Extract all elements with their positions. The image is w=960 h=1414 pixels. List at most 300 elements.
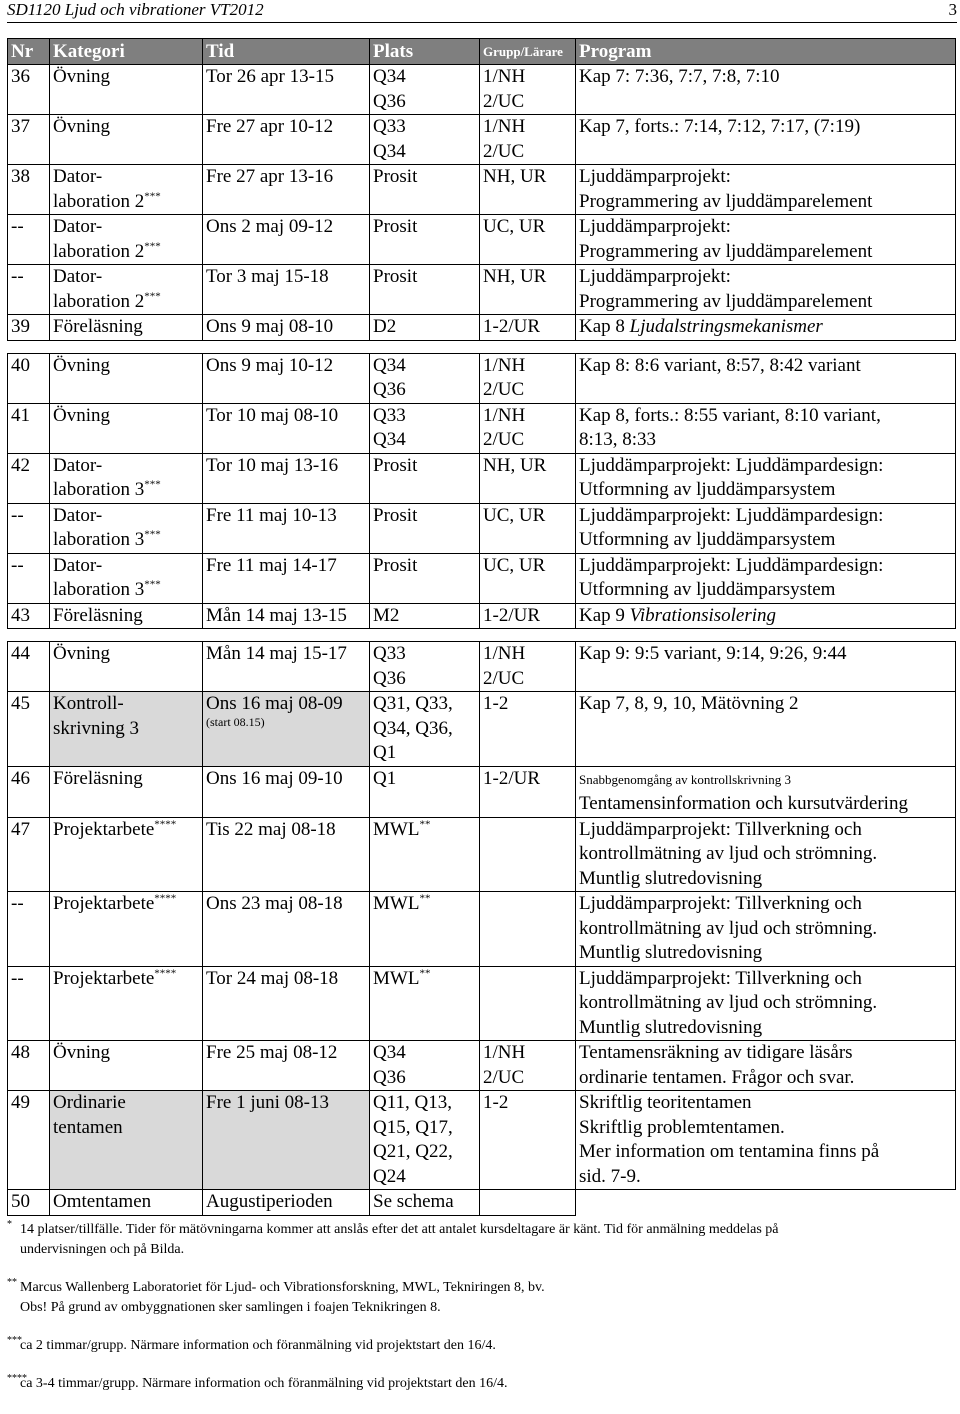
table-row	[8, 966, 956, 1041]
kategori-line: Övning	[53, 643, 110, 664]
cell-grupp	[480, 642, 576, 692]
cell-plats	[370, 265, 480, 315]
cell-nr: --	[8, 265, 50, 315]
program-line: Ljuddämparprojekt:	[579, 216, 731, 237]
footnote-line: Marcus Wallenberg Laboratoriet för Ljud- och Vibrationsforskning, MWL, Tekniringen 8, bv.	[20, 1280, 545, 1295]
cell-grupp	[480, 115, 576, 165]
cell-nr: 49	[8, 1091, 50, 1190]
plats-line: Q15, Q17,	[373, 1116, 453, 1138]
spacer-cell	[8, 629, 956, 642]
cell-grupp	[480, 353, 576, 403]
plats-line: Q34	[373, 429, 406, 450]
program-line: Ljuddämparprojekt: Ljuddämpardesign:	[579, 504, 884, 526]
cell-kategori	[50, 642, 203, 692]
cell-kategori	[50, 1041, 203, 1091]
footnote-ref: ****	[154, 892, 177, 905]
table-row	[8, 315, 956, 341]
kategori-line: Övning	[53, 116, 110, 137]
plats-line: Prosit	[373, 554, 418, 576]
program-line: Utformning av ljuddämparsystem	[579, 479, 836, 500]
table-row	[8, 1091, 956, 1190]
footnote-ref: ****	[154, 818, 177, 831]
program-line: Ljuddämparprojekt: Tillverkning och	[579, 893, 862, 914]
tid-line: Ons 9 maj 10-12	[206, 354, 334, 376]
kategori-line: Projektarbete	[53, 893, 155, 914]
footnote-ref: **	[419, 892, 431, 905]
spacer-cell	[8, 340, 956, 353]
tid-line: Tor 24 maj 08-18	[206, 967, 339, 989]
cell-program	[576, 1190, 956, 1216]
cell-plats	[370, 453, 480, 503]
cell-kategori	[50, 503, 203, 553]
kategori-line: tentamen	[53, 1116, 123, 1138]
program-line: Skriftlig teoritentamen	[579, 1092, 752, 1113]
cell-program	[576, 353, 956, 403]
cell-nr: --	[8, 966, 50, 1041]
program-line: Ljuddämparprojekt: Ljuddämpardesign:	[579, 454, 884, 476]
table-row	[8, 817, 956, 892]
cell-tid	[203, 403, 370, 453]
cell-plats	[370, 692, 480, 767]
plats-line: Q11, Q13,	[373, 1092, 452, 1113]
cell-plats	[370, 403, 480, 453]
cell-grupp	[480, 1190, 576, 1216]
cell-grupp	[480, 817, 576, 892]
program-line: Kap 7: 7:36, 7:7, 7:8, 7:10	[579, 66, 780, 87]
table-row	[8, 766, 956, 817]
cell-plats	[370, 1190, 480, 1216]
cell-plats	[370, 966, 480, 1041]
cell-grupp	[480, 766, 576, 817]
kategori-line: Övning	[53, 66, 110, 87]
table-row	[8, 215, 956, 265]
table-row	[8, 553, 956, 603]
cell-tid	[203, 966, 370, 1041]
plats-line: Q31, Q33,	[373, 693, 453, 714]
program-line: Ljuddämparprojekt: Tillverkning och	[579, 818, 862, 840]
footnote-mark: ***	[7, 1335, 22, 1346]
grupp-line: 1/NH	[483, 1042, 526, 1063]
schedule-body	[8, 65, 956, 1216]
cell-kategori	[50, 265, 203, 315]
program-line: 8:13, 8:33	[579, 429, 657, 450]
kategori-line: Ordinarie	[53, 1092, 126, 1113]
cell-nr: 39	[8, 315, 50, 341]
cell-nr: 43	[8, 603, 50, 629]
cell-plats	[370, 165, 480, 215]
cell-kategori	[50, 603, 203, 629]
tid-line: Ons 23 maj 08-18	[206, 893, 343, 914]
grupp-line: 1/NH	[483, 354, 526, 376]
plats-line: Q33	[373, 643, 406, 664]
kategori-line: Dator-	[53, 504, 103, 526]
cell-program	[576, 265, 956, 315]
plats-line: Q36	[373, 667, 406, 689]
cell-kategori	[50, 892, 203, 967]
table-row	[8, 65, 956, 115]
cell-kategori	[50, 766, 203, 817]
tid-line: Ons 2 maj 09-12	[206, 216, 334, 237]
program-line: Utformning av ljuddämparsystem	[579, 529, 836, 550]
grupp-line: 2/UC	[483, 429, 525, 450]
grupp-line: UC, UR	[483, 504, 546, 526]
footnote-ref: **	[419, 818, 431, 831]
plats-line: Prosit	[373, 266, 418, 287]
table-row	[8, 1190, 956, 1216]
plats-line: Prosit	[373, 454, 418, 476]
cell-nr: 40	[8, 353, 50, 403]
cell-tid	[203, 766, 370, 817]
tid-line: Fre 25 maj 08-12	[206, 1042, 338, 1063]
footnote-mark: ****	[7, 1373, 27, 1384]
program-line: Kap 7, forts.: 7:14, 7:12, 7:17, (7:19)	[579, 116, 861, 137]
cell-plats	[370, 315, 480, 341]
plats-line: Q1	[373, 767, 397, 789]
plats-line: Q34	[373, 66, 406, 87]
table-row	[8, 353, 956, 403]
program-line: Muntlig slutredovisning	[579, 867, 763, 889]
cell-plats	[370, 65, 480, 115]
schedule-table	[7, 38, 956, 1216]
tid-line: Ons 9 maj 08-10	[206, 316, 334, 337]
program-line: Programmering av ljuddämparelement	[579, 190, 873, 212]
grupp-line: 1-2/UR	[483, 316, 540, 337]
spacer-row	[8, 340, 956, 353]
program-line: Kap 9: 9:5 variant, 9:14, 9:26, 9:44	[579, 643, 847, 664]
column-header-kategori: Kategori	[50, 39, 203, 65]
footnote-mark: **	[7, 1277, 17, 1288]
cell-grupp	[480, 403, 576, 453]
program-small: Snabbgenomgång av kontrollskrivning 3	[579, 771, 791, 787]
page-header	[7, 0, 957, 23]
program-line: Kap 8, forts.: 8:55 variant, 8:10 variant,	[579, 404, 881, 426]
kategori-line: Projektarbete	[53, 967, 155, 989]
plats-line: Q33	[373, 404, 406, 426]
cell-grupp	[480, 65, 576, 115]
cell-kategori	[50, 215, 203, 265]
cell-program	[576, 503, 956, 553]
program-line: Tentamensinformation och kursutvärdering	[579, 793, 908, 814]
plats-line: M2	[373, 604, 400, 626]
cell-program	[576, 215, 956, 265]
tid-line: Tor 3 maj 15-18	[206, 266, 329, 287]
kategori-line: laboration 3	[53, 529, 145, 550]
kategori-line: Föreläsning	[53, 604, 143, 626]
cell-nr: 46	[8, 766, 50, 817]
footnote-ref: ***	[144, 190, 161, 203]
kategori-line: laboration 2	[53, 240, 145, 262]
cell-grupp	[480, 603, 576, 629]
cell-plats	[370, 353, 480, 403]
plats-line: Q34	[373, 1042, 406, 1063]
table-row	[8, 1041, 956, 1091]
cell-nr: 41	[8, 403, 50, 453]
cell-nr: 36	[8, 65, 50, 115]
footnotes	[7, 1220, 955, 1412]
program-line: Tentamensräkning av tidigare läsårs	[579, 1042, 853, 1063]
grupp-line: 1-2	[483, 693, 509, 714]
program-topic: Vibrationsisolering	[629, 604, 777, 626]
cell-grupp	[480, 1091, 576, 1190]
tid-note: (start 08.15)	[206, 714, 265, 729]
program-line: Ljuddämparprojekt:	[579, 266, 731, 287]
program-line: Ljuddämparprojekt: Ljuddämpardesign:	[579, 554, 884, 576]
cell-tid	[203, 1091, 370, 1190]
tid-line: Mån 14 maj 15-17	[206, 643, 347, 664]
grupp-line: 1-2/UR	[483, 604, 540, 626]
cell-tid	[203, 1041, 370, 1091]
table-row	[8, 692, 956, 767]
cell-nr: --	[8, 553, 50, 603]
cell-kategori	[50, 817, 203, 892]
grupp-line: 2/UC	[483, 90, 525, 112]
cell-plats	[370, 553, 480, 603]
tid-line: Fre 1 juni 08-13	[206, 1092, 329, 1113]
tid-line: Fre 27 apr 13-16	[206, 166, 334, 187]
cell-program	[576, 1091, 956, 1190]
cell-grupp	[480, 453, 576, 503]
program-line: Programmering av ljuddämparelement	[579, 240, 873, 262]
footnote	[7, 1220, 955, 1260]
cell-program	[576, 766, 956, 817]
cell-program	[576, 603, 956, 629]
plats-line: MWL	[373, 818, 420, 840]
kategori-line: Övning	[53, 1042, 110, 1063]
footnote-line: Obs! På grund av ombyggnationen sker samlingen i foajen Teknikringen 8.	[20, 1300, 441, 1315]
table-row	[8, 265, 956, 315]
footnote-ref: ***	[144, 528, 161, 541]
cell-program	[576, 115, 956, 165]
plats-line: Q36	[373, 90, 406, 112]
grupp-line: NH, UR	[483, 454, 547, 476]
footnote-line: undervisningen och på Bilda.	[20, 1242, 185, 1257]
column-header-grupp: Grupp/Lärare	[480, 39, 576, 65]
cell-tid	[203, 315, 370, 341]
program-line: ordinarie tentamen. Frågor och svar.	[579, 1066, 855, 1088]
kategori-line: laboration 3	[53, 479, 145, 500]
cell-tid	[203, 553, 370, 603]
table-row	[8, 403, 956, 453]
cell-tid	[203, 265, 370, 315]
tid-line: Ons 16 maj 09-10	[206, 767, 343, 789]
table-row	[8, 892, 956, 967]
cell-grupp	[480, 265, 576, 315]
tid-line: Fre 11 maj 14-17	[206, 554, 337, 576]
cell-plats	[370, 115, 480, 165]
kategori-line: Övning	[53, 354, 110, 376]
cell-grupp	[480, 692, 576, 767]
cell-program	[576, 553, 956, 603]
footnote	[7, 1278, 955, 1318]
tid-line: Fre 27 apr 10-12	[206, 116, 334, 137]
program-line: Muntlig slutredovisning	[579, 1016, 763, 1038]
tid-line: Fre 11 maj 10-13	[206, 504, 337, 526]
cell-plats	[370, 1091, 480, 1190]
plats-line: Q36	[373, 1066, 406, 1088]
program-line: Utformning av ljuddämparsystem	[579, 579, 836, 600]
cell-plats	[370, 215, 480, 265]
cell-grupp	[480, 503, 576, 553]
kategori-line: Föreläsning	[53, 316, 143, 337]
page-number: 3	[948, 0, 957, 19]
cell-kategori	[50, 1091, 203, 1190]
grupp-line: 1-2	[483, 1092, 509, 1113]
footnote-line: ca 3-4 timmar/grupp. Närmare information och föranmälning vid projektstart den 16/4.	[20, 1376, 508, 1391]
cell-tid	[203, 453, 370, 503]
cell-nr: 50	[8, 1190, 50, 1216]
tid-line: Tor 26 apr 13-15	[206, 66, 334, 87]
footnote-ref: **	[419, 967, 431, 980]
grupp-line: 1-2/UR	[483, 767, 540, 789]
grupp-line: UC, UR	[483, 216, 546, 237]
table-row	[8, 115, 956, 165]
tid-line: Tor 10 maj 13-16	[206, 454, 339, 476]
cell-kategori	[50, 966, 203, 1041]
footnote-mark: *	[7, 1219, 12, 1230]
cell-nr: --	[8, 892, 50, 967]
tid-line: Tor 10 maj 08-10	[206, 404, 339, 426]
cell-kategori	[50, 453, 203, 503]
program-line: Kap 8: 8:6 variant, 8:57, 8:42 variant	[579, 354, 861, 376]
cell-program	[576, 692, 956, 767]
grupp-line: 2/UC	[483, 379, 525, 400]
cell-tid	[203, 353, 370, 403]
program-line: Ljuddämparprojekt: Tillverkning och	[579, 967, 862, 989]
grupp-line: UC, UR	[483, 554, 546, 576]
program-line: sid. 7-9.	[579, 1165, 641, 1187]
kategori-line: Omtentamen	[53, 1191, 152, 1212]
cell-grupp	[480, 966, 576, 1041]
footnote	[7, 1336, 955, 1356]
cell-program	[576, 966, 956, 1041]
cell-program	[576, 817, 956, 892]
kategori-line: laboration 3	[53, 579, 145, 600]
table-row	[8, 642, 956, 692]
program-line: Skriftlig problemtentamen.	[579, 1116, 785, 1138]
footnote-line: ca 2 timmar/grupp. Närmare information och föranmälning vid projektstart den 16/4.	[20, 1338, 496, 1353]
cell-program	[576, 1041, 956, 1091]
cell-tid	[203, 503, 370, 553]
cell-plats	[370, 642, 480, 692]
program-line: Mer information om tentamina finns på	[579, 1141, 880, 1162]
column-header-plats: Plats	[370, 39, 480, 65]
cell-tid	[203, 1190, 370, 1216]
tid-line: Ons 16 maj 08-09	[206, 693, 343, 714]
program-line: Programmering av ljuddämparelement	[579, 290, 873, 312]
cell-nr: 47	[8, 817, 50, 892]
kategori-line: laboration 2	[53, 290, 145, 312]
cell-nr: 44	[8, 642, 50, 692]
kategori-line: Dator-	[53, 454, 103, 476]
cell-program	[576, 165, 956, 215]
grupp-line: 2/UC	[483, 1066, 525, 1088]
cell-tid	[203, 115, 370, 165]
program-line: Ljuddämparprojekt:	[579, 166, 731, 187]
plats-line: Q34	[373, 354, 406, 376]
cell-kategori	[50, 553, 203, 603]
program-line: kontrollmätning av ljud och strömning.	[579, 992, 878, 1013]
cell-grupp	[480, 215, 576, 265]
plats-line: Prosit	[373, 166, 418, 187]
cell-nr: 38	[8, 165, 50, 215]
cell-grupp	[480, 315, 576, 341]
cell-program	[576, 65, 956, 115]
cell-tid	[203, 892, 370, 967]
program-text: Kap 9	[579, 604, 630, 626]
program-text: Kap 8	[579, 316, 630, 337]
cell-plats	[370, 892, 480, 967]
cell-tid	[203, 817, 370, 892]
cell-kategori	[50, 692, 203, 767]
cell-kategori	[50, 65, 203, 115]
program-line: kontrollmätning av ljud och strömning.	[579, 843, 878, 864]
cell-kategori	[50, 353, 203, 403]
cell-plats	[370, 603, 480, 629]
program-topic: Ljudalstringsmekanismer	[629, 316, 823, 337]
course-title: SD1120 Ljud och vibrationer VT2012	[7, 0, 264, 19]
cell-plats	[370, 1041, 480, 1091]
cell-grupp	[480, 553, 576, 603]
grupp-line: 1/NH	[483, 116, 526, 137]
cell-nr: 48	[8, 1041, 50, 1091]
footnote-ref: ****	[154, 967, 177, 980]
plats-line: D2	[373, 316, 397, 337]
tid-line: Augustiperioden	[206, 1191, 333, 1212]
cell-tid	[203, 692, 370, 767]
plats-line: Se schema	[373, 1191, 454, 1212]
spacer-row	[8, 629, 956, 642]
cell-kategori	[50, 1190, 203, 1216]
footnote-ref: ***	[144, 478, 161, 491]
plats-line: Q36	[373, 379, 406, 400]
column-header-tid: Tid	[203, 39, 370, 65]
cell-nr: 42	[8, 453, 50, 503]
cell-nr: 45	[8, 692, 50, 767]
cell-program	[576, 642, 956, 692]
plats-line: MWL	[373, 967, 420, 989]
cell-grupp	[480, 1041, 576, 1091]
cell-grupp	[480, 165, 576, 215]
footnote-ref: ***	[144, 578, 161, 591]
footnote-ref: ***	[144, 240, 161, 253]
cell-tid	[203, 642, 370, 692]
grupp-line: NH, UR	[483, 266, 547, 287]
cell-kategori	[50, 315, 203, 341]
grupp-line: NH, UR	[483, 166, 547, 187]
column-header-program: Program	[576, 39, 956, 65]
cell-program	[576, 403, 956, 453]
plats-line: Prosit	[373, 216, 418, 237]
plats-line: Q1	[373, 742, 397, 763]
tid-line: Tis 22 maj 08-18	[206, 818, 336, 840]
grupp-line: 2/UC	[483, 140, 525, 162]
program-line: Kap 7, 8, 9, 10, Mätövning 2	[579, 693, 799, 714]
cell-program	[576, 892, 956, 967]
tid-line: Mån 14 maj 13-15	[206, 604, 347, 626]
column-header-nr: Nr	[8, 39, 50, 65]
plats-line: Q33	[373, 116, 406, 137]
kategori-line: Dator-	[53, 554, 103, 576]
cell-plats	[370, 503, 480, 553]
footnote-ref: ***	[144, 290, 161, 303]
table-row	[8, 503, 956, 553]
cell-plats	[370, 766, 480, 817]
cell-kategori	[50, 115, 203, 165]
cell-tid	[203, 165, 370, 215]
cell-kategori	[50, 165, 203, 215]
table-header-row	[8, 39, 956, 65]
plats-line: Q24	[373, 1165, 406, 1187]
